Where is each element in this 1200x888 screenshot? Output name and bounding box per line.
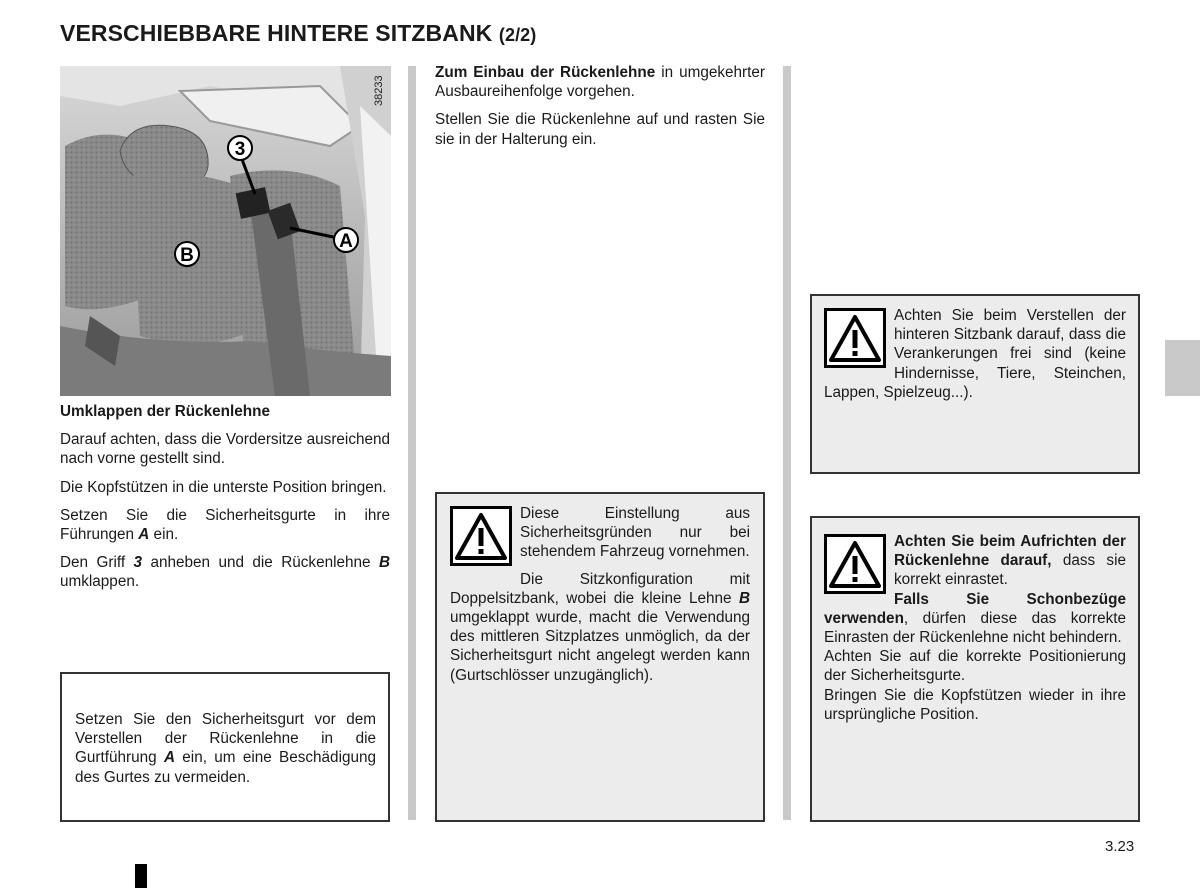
callout-b — [175, 242, 199, 266]
page-title — [60, 20, 536, 47]
warning-text: Achten Sie auf die korrekte Positionierung der Sicherheitsgurte. — [824, 648, 1126, 685]
ref-letter: A — [163, 749, 175, 767]
note-text — [75, 710, 376, 787]
warning-box — [435, 492, 765, 822]
rear-seat-illustration — [60, 66, 391, 396]
text-run: ein. — [149, 526, 179, 544]
callout-3 — [228, 136, 252, 160]
warning-text: Diese Einstellung aus Sicherheitsgründen nur bei stehendem Fahrzeug vornehmen. — [520, 505, 750, 561]
warning-text: Achten Sie beim Verstellen der hinteren Sitzbank darauf, dass die Verankerungen frei sind (keine Hindernisse, Tiere, Steinchen, Lappen, Spielzeug...). — [824, 307, 1126, 401]
column-2-text — [435, 63, 765, 158]
figure-ref-number: 38233 — [373, 75, 385, 106]
text-run: Die Sitzkonfiguration mit Doppelsitzbank, wobei die kleine Lehne — [450, 570, 750, 607]
text-run: Setzen Sie den Sicherheitsgurt vor dem Verstellen der Rückenlehne in die Gurtführung — [75, 711, 376, 767]
column-divider — [783, 66, 791, 820]
callout-a-label: A — [339, 231, 353, 252]
chapter-tab — [1165, 340, 1200, 396]
column-1-text — [60, 402, 390, 601]
text-run: umgeklappt wurde, macht die Verwendung des mittleren Sitzplatzes unmöglich, da der Sicherheitsgurt nicht angelegt werden kann (Gurtschlösser unzugänglich). — [450, 609, 750, 684]
paragraph: Darauf achten, dass die Vordersitze ausreichend nach vorne gestellt sind. — [60, 431, 390, 468]
ref-letter: 3 — [133, 554, 143, 572]
paragraph — [60, 553, 390, 591]
callout-a — [334, 228, 358, 252]
text-run: in umgekehrter Ausbaureihenfolge vorgehen. — [435, 64, 765, 101]
column-divider — [408, 66, 416, 820]
warning-text — [450, 570, 750, 685]
warning-box — [810, 516, 1140, 822]
ref-letter: B — [738, 589, 750, 607]
paragraph — [60, 506, 390, 544]
ref-letter: B — [378, 554, 390, 572]
text-run: anheben und die Rückenlehne — [142, 554, 379, 572]
bold-run: Falls Sie Schonbezüge verwenden — [824, 590, 1126, 627]
warning-triangle-icon — [450, 506, 512, 566]
warning-triangle-icon — [824, 534, 886, 594]
text-run: dass sie korrekt einrastet. — [894, 552, 1126, 589]
text-run: umklappen. — [60, 573, 140, 591]
paragraph: Stellen Sie die Rückenlehne auf und rasten Sie sie in der Halterung ein. — [435, 111, 765, 148]
text-run: Den Griff — [60, 554, 134, 572]
section-heading: Umklappen der Rückenlehne — [60, 403, 270, 420]
text-run: ein, um eine Beschädigung des Gurtes zu vermeiden. — [75, 749, 376, 786]
page-title-suffix: (2/2) — [498, 25, 537, 45]
ref-letter: A — [138, 526, 150, 544]
note-box — [60, 672, 390, 822]
warning-text — [824, 590, 1126, 648]
text-run: , dürfen diese das korrekte Einrasten der Rückenlehne nicht behindern. — [824, 609, 1126, 647]
paragraph — [435, 63, 765, 101]
text-run: Setzen Sie die Sicherheitsgurte in ihre Führungen — [60, 506, 390, 544]
callout-3-label: 3 — [234, 139, 246, 160]
warning-triangle-icon — [824, 308, 886, 368]
paragraph: Die Kopfstützen in die unterste Position bringen. — [60, 478, 387, 496]
page-marker — [135, 864, 147, 888]
warning-text: Bringen Sie die Kopfstützen wieder in ihre ursprüngliche Position. — [824, 686, 1126, 723]
callout-b-label: B — [180, 245, 194, 266]
bold-run: Achten Sie beim Aufrichten der Rückenlehne darauf, — [894, 533, 1126, 570]
page-title-text: VERSCHIEBBARE HINTERE SITZBANK — [60, 20, 493, 46]
page-number: 3.23 — [1105, 838, 1135, 855]
warning-box — [810, 294, 1140, 474]
bold-run: Zum Einbau der Rückenlehne — [435, 64, 656, 81]
